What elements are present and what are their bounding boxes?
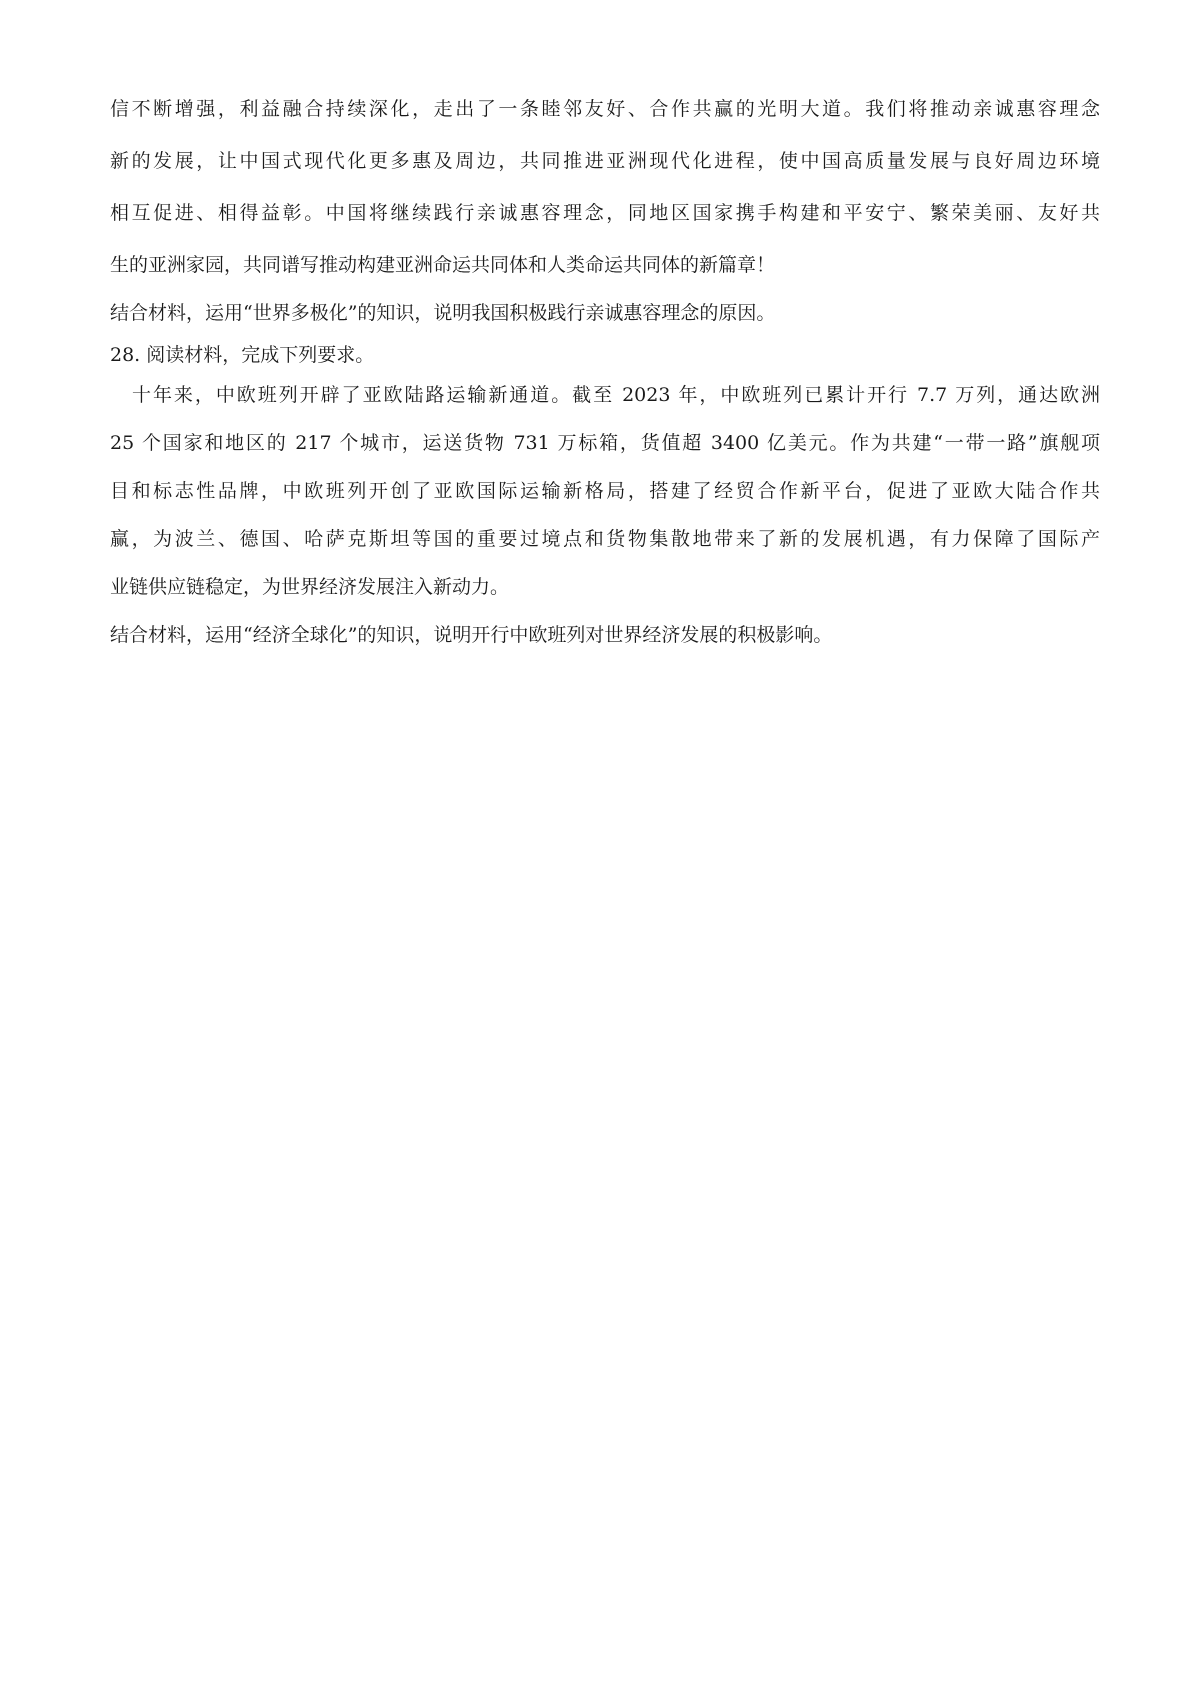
- question-2-text: 结合材料，运用“经济全球化”的知识，说明开行中欧班列对世界经济发展的积极影响。: [110, 624, 833, 646]
- material-2-line: 业链供应链稳定，为世界经济发展注入新动力。: [110, 576, 510, 598]
- material-1-line: 新的发展，让中国式现代化更多惠及周边，共同推进亚洲现代化进程，使中国高质量发展与良好周边环境: [110, 150, 1100, 172]
- material-2-line: 25 个国家和地区的 217 个城市，运送货物 731 万标箱，货值超 3400 亿美元。作为共建“一带一路”旗舰项: [110, 432, 1100, 454]
- material-2-line: 赢，为波兰、德国、哈萨克斯坦等国的重要过境点和货物集散地带来了新的发展机遇，有力保障了国际产: [110, 528, 1100, 550]
- material-2-paragraph: [110, 382, 1100, 622]
- question-1-text: 结合材料，运用“世界多极化”的知识，说明我国积极践行亲诚惠容理念的原因。: [110, 302, 776, 324]
- material-1-paragraph: [110, 96, 1100, 304]
- material-2-line: 目和标志性品牌，中欧班列开创了亚欧国际运输新格局，搭建了经贸合作新平台，促进了亚欧大陆合作共: [110, 480, 1100, 502]
- material-1-line: 相互促进、相得益彰。中国将继续践行亲诚惠容理念，同地区国家携手构建和平安宁、繁荣美丽、友好共: [110, 202, 1100, 224]
- material-1-line: 信不断增强，利益融合持续深化，走出了一条睦邻友好、合作共赢的光明大道。我们将推动亲诚惠容理念: [110, 98, 1100, 120]
- exam-page: [110, 96, 1100, 648]
- material-1-line: 生的亚洲家园，共同谱写推动构建亚洲命运共同体和人类命运共同体的新篇章！: [110, 254, 776, 276]
- question-28-heading: 28. 阅读材料，完成下列要求。: [110, 344, 375, 366]
- material-2-line: 十年来，中欧班列开辟了亚欧陆路运输新通道。截至 2023 年，中欧班列已累计开行 7.7 万列，通达欧洲: [132, 384, 1100, 406]
